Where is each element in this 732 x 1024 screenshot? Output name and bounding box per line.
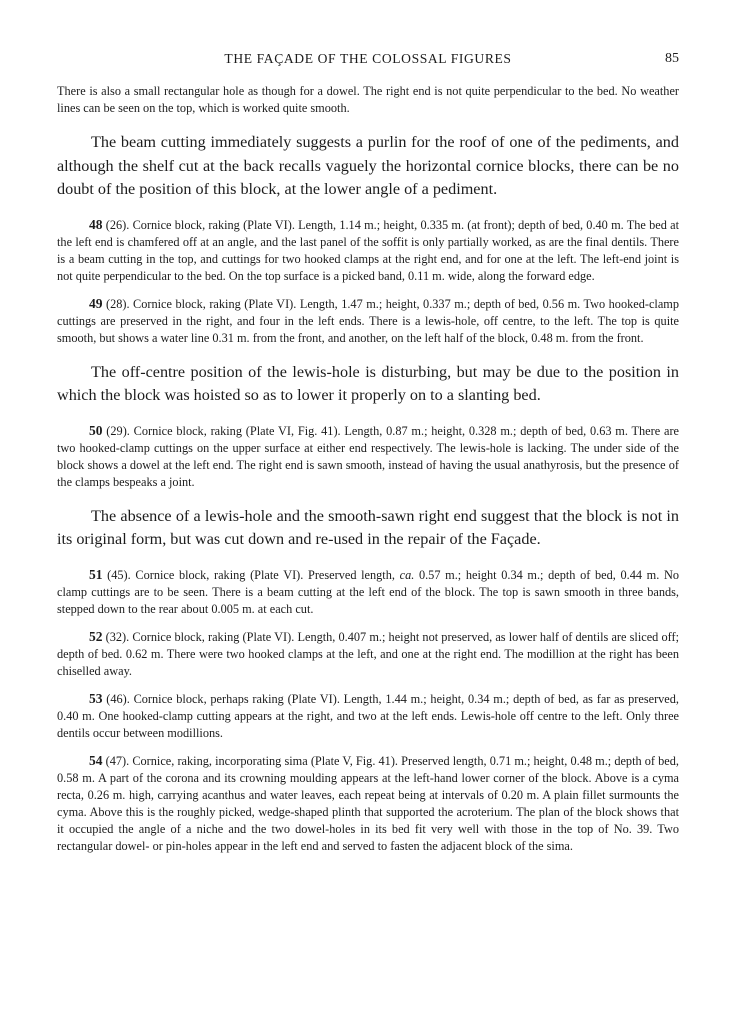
- commentary-paragraph: The absence of a lewis-hole and the smooth-sawn right end suggest that the block is not in its original form, but was cut down and re-used in the repair of the Façade.: [57, 506, 679, 548]
- entry-number: 53: [89, 690, 103, 706]
- entry-text: Cornice block, raking (Plate VI). Preserved length,: [135, 567, 400, 582]
- entry-number: 52: [89, 628, 103, 644]
- catalogue-entry: [57, 295, 679, 347]
- entry-number: 49: [89, 295, 103, 311]
- catalogue-entry: [57, 628, 679, 680]
- catalogue-entry: [57, 566, 679, 618]
- entry-text: 0.57 m.; height 0.34 m.; depth of bed, 0.44 m. No clamp cuttings are to be seen. There is a beam cutting at the left end of the block. The top is sawn smooth in three bands, stepped down to the rear about 0.005 m. at each cut.: [57, 567, 679, 616]
- entry-ref: (32).: [102, 629, 133, 644]
- entry-text: Cornice block, raking (Plate VI). Length, 1.47 m.; height, 0.337 m.; depth of bed, 0.56 m. Two hooked-clamp cuttings are preserved in the right, and four in the left ends. There is a lewis-hole, off centre, to the left. The top is quite smooth, but shows a water line 0.31 m. from the front, and another, on the left half of the block, 0.48 m. from the front.: [57, 296, 680, 345]
- entry-text: Cornice, raking, incorporating sima (Plate V, Fig. 41). Preserved length, 0.71 m.; height, 0.48 m.; depth of bed, 0.58 m. A part of the corona and its crowning moulding appears at the left-hand lower corner of the block. Above is a cyma recta, 0.26 m. high, carrying acanthus and water leaves, each repeat being at intervals of 0.20 m. A plain fillet surmounts the cyma. Above this is the roughly picked, wedge-shaped plinth that supported the acroterium. The plan of the block shows that it occupied the angle of a niche and the two dowel-holes in its bed fit very well with those in the top of No. 39. Two rectangular dowel- or pin-holes appear in the left end and served to fasten the adjacent block of the sima.: [57, 753, 679, 853]
- entry-ref: (46).: [102, 691, 134, 706]
- entry-ref: (29).: [102, 423, 134, 438]
- page-number: 85: [665, 51, 679, 66]
- entry-ref: (26).: [102, 217, 133, 232]
- entry-number: 51: [89, 566, 103, 582]
- page-header: [57, 51, 679, 71]
- entry-text: Cornice block, raking (Plate VI). Length, 0.407 m.; height not preserved, as lower half of dentils are sliced off; depth of bed. 0.62 m. There were two hooked clamps at the left, and one at the right end. The modillion at the right has been chiselled away.: [57, 629, 679, 678]
- running-title: THE FAÇADE OF THE COLOSSAL FIGURES: [224, 51, 512, 66]
- catalogue-entry: [57, 216, 679, 285]
- entry-number: 48: [89, 216, 103, 232]
- entry-ref: (28).: [102, 296, 134, 311]
- page: [57, 0, 679, 855]
- entry-text: Cornice block, raking (Plate VI). Length, 1.14 m.; height, 0.335 m. (at front); depth of bed, 0.40 m. The bed at the left end is chamfered off at an angle, and the last panel of the soffit is only partially worked, as are the final dentils. There is a beam cutting in the top, and cuttings for two hooked clamps at the right end, and for one at the left. The left-end joint is not quite perpendicular to the bed. On the top surface is a picked band, 0.11 m. wide, along the forward edge.: [57, 217, 679, 283]
- entry-number: 54: [89, 752, 103, 768]
- intro-paragraph: There is also a small rectangular hole as though for a dowel. The right end is not quite perpendicular to the bed. No weather lines can be seen on the top, which is worked quite smooth.: [57, 84, 679, 115]
- entry-text-italic: ca.: [399, 567, 415, 582]
- entry-ref: (45).: [102, 567, 136, 582]
- entry-text: Cornice block, perhaps raking (Plate VI). Length, 1.44 m.; height, 0.34 m.; depth of bed, as far as preserved, 0.40 m. One hooked-clamp cutting appears at the right, and two at the left ends. Lewis-hole off centre to the left. Only three dentils occur between modillions.: [57, 691, 679, 740]
- entry-number: 50: [89, 422, 103, 438]
- catalogue-entry: [57, 752, 679, 855]
- catalogue-entry: [57, 422, 679, 491]
- commentary-paragraph: The off-centre position of the lewis-hole is disturbing, but may be due to the position in which the block was hoisted so as to lower it properly on to a slanting bed.: [57, 362, 679, 404]
- entry-ref: (47).: [102, 753, 133, 768]
- catalogue-entry: [57, 690, 679, 742]
- commentary-paragraph: The beam cutting immediately suggests a purlin for the roof of one of the pediments, and although the shelf cut at the back recalls vaguely the horizontal cornice blocks, there can be no doubt of the position of this block, at the lower angle of a pediment.: [57, 133, 679, 198]
- entry-text: Cornice block, raking (Plate VI, Fig. 41). Length, 0.87 m.; height, 0.328 m.; depth of bed, 0.63 m. There are two hooked-clamp cuttings on the upper surface at either end respectively. The lewis-hole is lacking. The under side of the block shows a dowel at the left end. The right end is sawn smooth, instead of having the usual anathyrosis, but the presence of the clamps bespeaks a joint.: [57, 423, 679, 489]
